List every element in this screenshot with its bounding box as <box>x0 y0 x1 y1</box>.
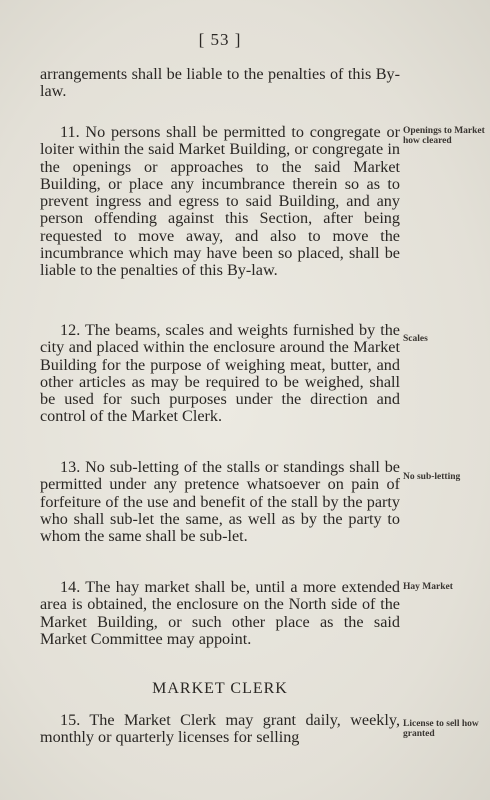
paragraph-text: 13. No sub-letting of the stalls or standings shall be permitted under any pretence whatsoever on pain of forfeiture of the use and benefit of the stall by the party who shall sub-let the same, as well as by the party to whom the same shall be sub-let. <box>40 458 400 546</box>
section-13 <box>40 459 400 545</box>
section-heading: MARKET CLERK <box>152 680 288 697</box>
paragraph-text: 12. The beams, scales and weights furnished by the city and placed within the enclosure around the Market Building for the purpose of weighing meat, butter, and other articles as may be required to be weighed, shall be used for such purposes under the direction and control of the Market Clerk. <box>40 321 400 426</box>
margin-note-hay-market: Hay Market <box>403 582 453 592</box>
section-12 <box>40 322 400 426</box>
section-11 <box>40 124 400 280</box>
margin-note-subletting: No sub-letting <box>403 472 461 482</box>
paragraph-text: 15. The Market Clerk may grant daily, weekly, monthly or quarterly licenses for selling <box>40 711 400 747</box>
page-number: [ 53 ] <box>198 30 242 49</box>
section-14 <box>40 579 400 648</box>
paragraph-text: 11. No persons shall be permitted to congregate or loiter within the said Market Building, or congregate in the openings or approaches to the said Market Building, or place any incumbrance therein so as to prevent ingress and egress to said Building, and any person offending against this Section, after being requested to move away, and also to move the incumbrance which may have been so placed, shall be liable to the penalties of this By-law. <box>40 123 400 280</box>
margin-note-openings: Openings to Market how cleared <box>403 126 485 146</box>
paragraph-text: arrangements shall be liable to the penalties of this By-law. <box>40 65 400 101</box>
paragraph-text: 14. The hay market shall be, until a more extended area is obtained, the enclosure on the North side of the Market Building, or such other place as the said Market Committee may appoint. <box>40 578 400 648</box>
paragraph-continuation <box>40 66 400 101</box>
margin-note-license: License to sell how granted <box>403 719 479 739</box>
section-15 <box>40 712 400 747</box>
margin-note-scales: Scales <box>403 334 428 344</box>
